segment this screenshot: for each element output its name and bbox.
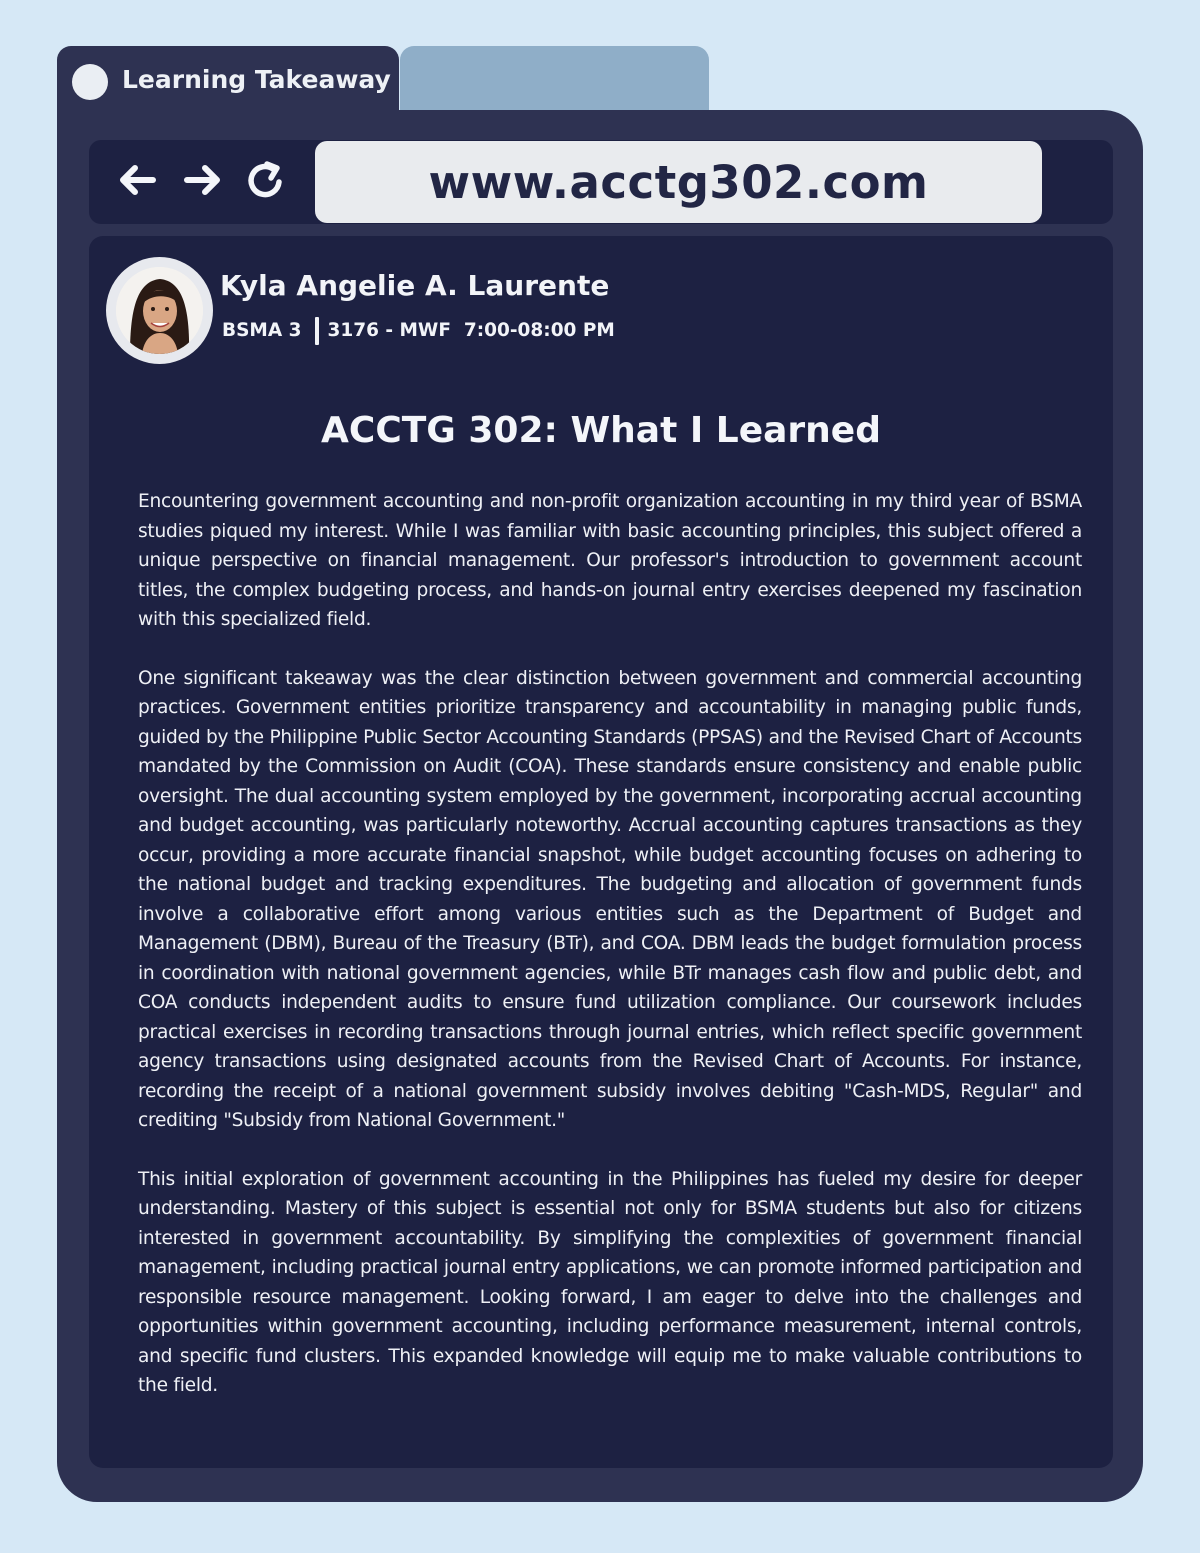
forward-arrow-icon[interactable] [181,158,225,202]
article-paragraph: One significant takeaway was the clear distinction between government and commercial accounting practices. Government entities prioritize transparency and accountability in managing public funds, guided by the Philippine Public Sector Accounting Standards (PPSAS) and the Revised Chart of Accounts mandated by the Commission on Audit (COA). These standards ensure consistency and enable public oversight. The dual accounting system employed by the government, incorporating accrual accounting and budget accounting, was particularly noteworthy. Accrual accounting captures transactions as they occur, providing a more accurate financial snapshot, while budget accounting focuses on adhering to the national budget and tracking expenditures. The budgeting and allocation of government funds involve a collaborative effort among various entities such as the Department of Budget and Management (DBM), Bureau of the Treasury (BTr), and COA. DBM leads the budget formulation process in coordination with national government agencies, while BTr manages cash flow and public debt, and COA conducts independent audits to ensure fund utilization compliance. Our coursework includes practical exercises in recording transactions through journal entries, which reflect specific government agency transactions using designated accounts from the Revised Chart of Accounts. For instance, recording the receipt of a national government subsidy involves debiting "Cash-MDS, Regular" and crediting "Subsidy from National Government." [138,667,1082,1131]
url-bar[interactable] [315,141,1042,223]
url-text: www.acctg302.com [428,155,929,209]
article-paragraph: This initial exploration of government accounting in the Philippines has fueled my desire for deeper understanding. Mastery of this subject is essential not only for BSMA students but also for citizens interested in government accountability. By simplifying the complexities of government financial management, including practical journal entry applications, we can promote informed participation and responsible resource management. Looking forward, I am eager to delve into the challenges and opportunities within government accounting, including performance measurement, internal controls, and specific fund clusters. This expanded knowledge will equip me to make valuable contributions to the field. [138,1168,1082,1396]
article-body [138,487,1082,1430]
profile-meta [222,316,615,346]
profile-schedule: 3176 - MWF 7:00-08:00 PM [327,320,615,341]
article-title: ACCTG 302: What I Learned [321,410,881,451]
profile-program: BSMA 3 [222,320,302,341]
meta-divider [315,317,319,345]
avatar-photo [116,267,203,354]
back-arrow-icon[interactable] [115,158,159,202]
article-paragraph: Encountering government accounting and non-profit organization accounting in my third year of BSMA studies piqued my interest. While I was familiar with basic accounting principles, this subject offered a unique perspective on financial management. Our professor's introduction to government account titles, the complex budgeting process, and hands-on journal entry exercises deepened my fascination with this specialized field. [138,491,1082,630]
tab-inactive[interactable] [400,46,709,116]
avatar [106,257,213,364]
tab-indicator-dot [72,64,108,100]
reload-icon[interactable] [243,158,287,202]
profile-name: Kyla Angelie A. Laurente [220,269,610,302]
tab-label: Learning Takeaway [122,65,391,94]
